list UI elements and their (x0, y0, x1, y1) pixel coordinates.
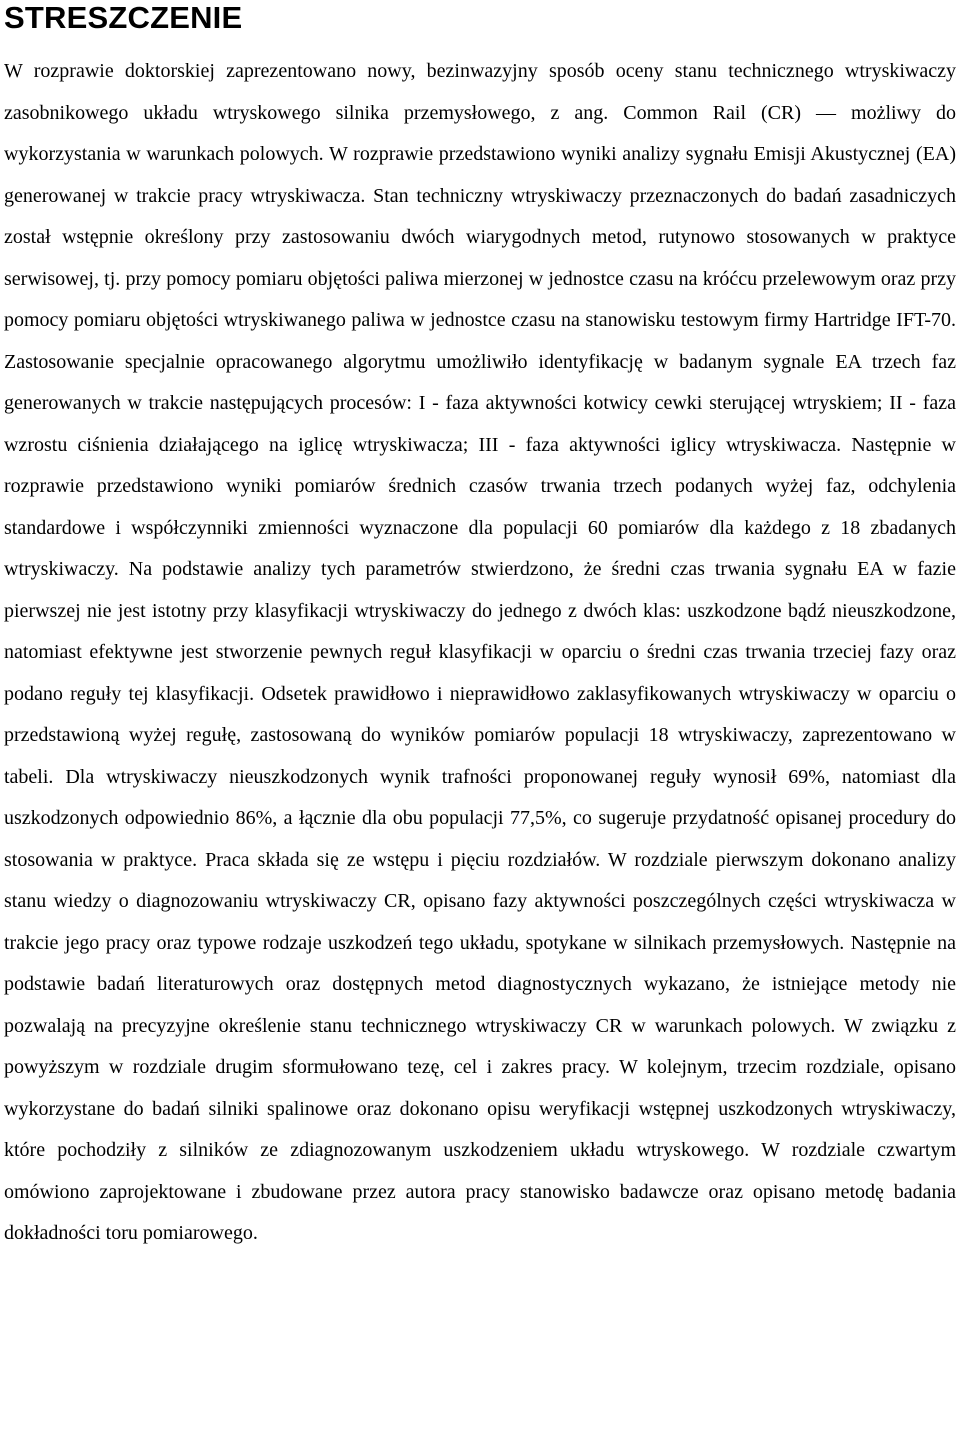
document-page (4, 0, 956, 1255)
abstract-paragraph: W rozprawie doktorskiej zaprezentowano nowy, bezinwazyjny sposób oceny stanu technicznego wtryskiwaczy zasobnikowego układu wtryskowego silnika przemysłowego, z ang. Common Rail (CR) ― możliwy do wykorzystania w warunkach polowych. W rozprawie przedstawiono wyniki analizy sygnału Emisji Akustycznej (EA) generowanej w trakcie pracy wtryskiwacza. Stan techniczny wtryskiwaczy przeznaczonych do badań zasadniczych został wstępnie określony przy zastosowaniu dwóch wiarygodnych metod, rutynowo stosowanych w praktyce serwisowej, tj. przy pomocy pomiaru objętości paliwa mierzonej w jednostce czasu na króćcu przelewowym oraz przy pomocy pomiaru objętości wtryskiwanego paliwa w jednostce czasu na stanowisku testowym firmy Hartridge IFT-70. Zastosowanie specjalnie opracowanego algorytmu umożliwiło identyfikację w badanym sygnale EA trzech faz generowanych w trakcie następujących procesów: I - faza aktywności kotwicy cewki sterującej wtryskiem; II - faza wzrostu ciśnienia działającego na iglicę wtryskiwacza; III - faza aktywności iglicy wtryskiwacza. Następnie w rozprawie przedstawiono wyniki pomiarów średnich czasów trwania trzech podanych wyżej faz, odchylenia standardowe i współczynniki zmienności wyznaczone dla populacji 60 pomiarów dla każdego z 18 zbadanych wtryskiwaczy. Na podstawie analizy tych parametrów stwierdzono, że średni czas trwania sygnału EA w fazie pierwszej nie jest istotny przy klasyfikacji wtryskiwaczy do jednego z dwóch klas: uszkodzone bądź nieuszkodzone, natomiast efektywne jest stworzenie pewnych reguł klasyfikacji w oparciu o średni czas trwania trzeciej fazy oraz podano reguły tej klasyfikacji. Odsetek prawidłowo i nieprawidłowo zaklasyfikowanych wtryskiwaczy w oparciu o przedstawioną wyżej regułę, zastosowaną do wyników pomiarów populacji 18 wtryskiwaczy, zaprezentowano w tabeli. Dla wtryskiwaczy nieuszkodzonych wynik trafności proponowanej reguły wynosił 69%, natomiast dla uszkodzonych odpowiednio 86%, a łącznie dla obu populacji 77,5%, co sugeruje przydatność opisanej procedury do stosowania w praktyce. Praca składa się ze wstępu i pięciu rozdziałów. W rozdziale pierwszym dokonano analizy stanu wiedzy o diagnozowaniu wtryskiwaczy CR, opisano fazy aktywności poszczególnych części wtryskiwacza w trakcie jego pracy oraz typowe rodzaje uszkodzeń tego układu, spotykane w silnikach przemysłowych. Następnie na podstawie badań literaturowych oraz dostępnych metod diagnostycznych wykazano, że istniejące metody nie pozwalają na precyzyjne określenie stanu technicznego wtryskiwaczy CR w warunkach polowych. W związku z powyższym w rozdziale drugim sformułowano tezę, cel i zakres pracy. W kolejnym, trzecim rozdziale, opisano wykorzystane do badań silniki spalinowe oraz dokonano opisu weryfikacji wstępnej uszkodzonych wtryskiwaczy, które pochodziły z silników ze zdiagnozowanym uszkodzeniem układu wtryskowego. W rozdziale czwartym omówiono zaprojektowane i zbudowane przez autora pracy stanowisko badawcze oraz opisano metodę badania dokładności toru pomiarowego. (4, 60, 956, 1244)
document-title: STRESZCZENIE (4, 0, 243, 35)
